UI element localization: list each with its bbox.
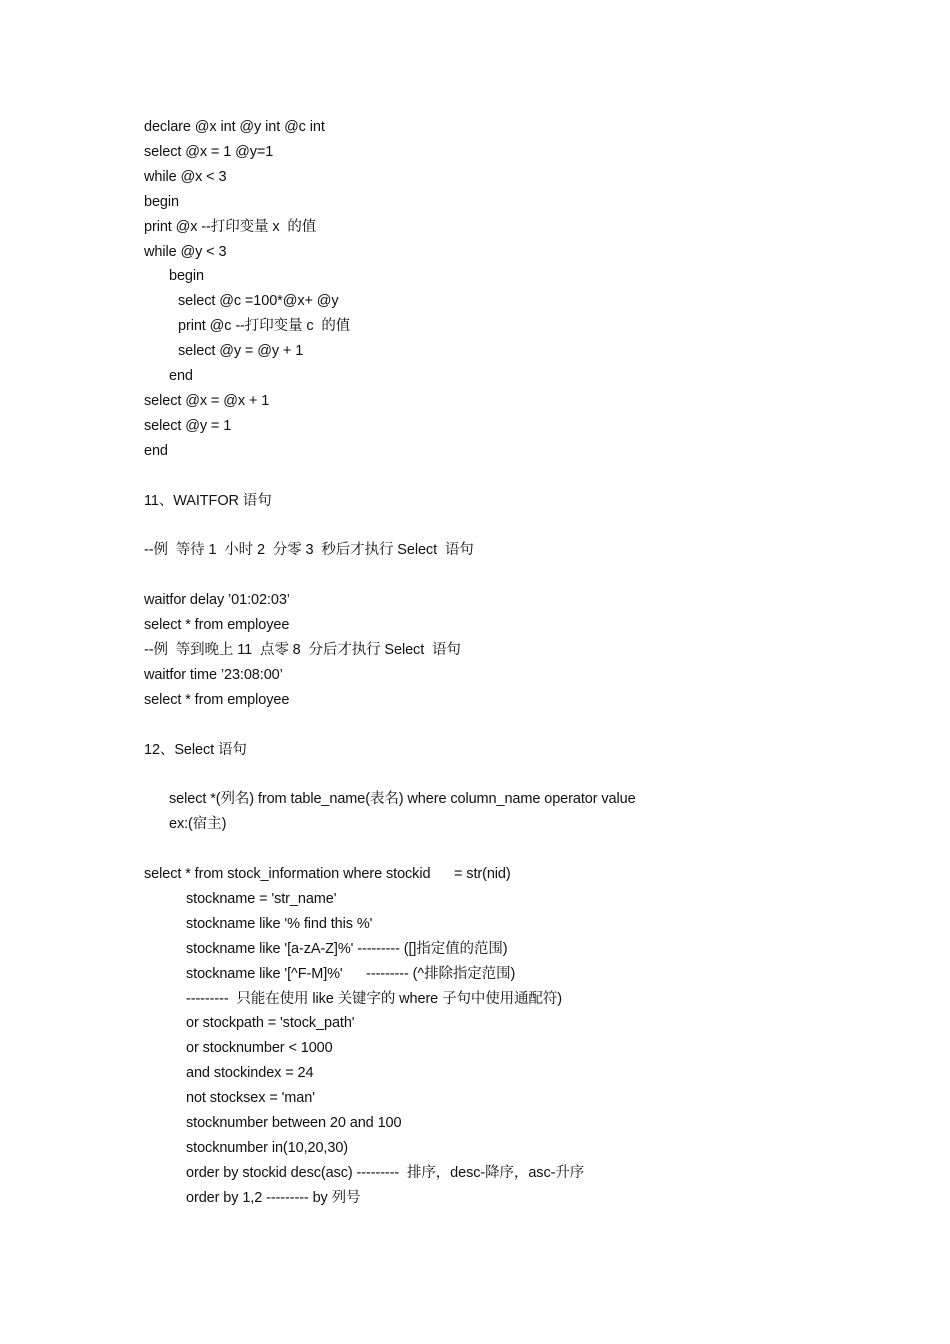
code-line: select * from stock_information where stockid = str(nid) — [144, 866, 511, 882]
code-line: 11、WAITFOR 语句 — [144, 492, 272, 509]
code-line: select @x = 1 @y=1 — [144, 143, 274, 160]
code-line: waitfor time ’23:08:00’ — [144, 666, 283, 683]
code-line: end — [144, 442, 168, 459]
code-line: select @c =100*@x+ @y — [178, 293, 339, 310]
code-line: stockname = 'str_name' — [186, 890, 337, 907]
code-line: ex:(宿主) — [169, 816, 227, 833]
code-line: end — [169, 368, 193, 384]
code-line: or stocknumber < 1000 — [186, 1040, 333, 1057]
code-line: stockname like '% find this %' — [186, 915, 373, 932]
code-line: while @x < 3 — [144, 168, 227, 185]
code-line: select * from employee — [144, 617, 290, 633]
code-line: order by 1,2 --------- by 列号 — [186, 1189, 361, 1206]
code-line: declare @x int @y int @c int — [144, 119, 325, 135]
code-line: select @x = @x + 1 — [144, 392, 270, 409]
code-line: --例 等到晚上 11 点零 8 分后才执行 Select 语句 — [144, 641, 461, 658]
code-line: stocknumber between 20 and 100 — [186, 1115, 402, 1131]
code-line: stockname like '[a-zA-Z]%' --------- ([]指定值的范围) — [186, 940, 508, 957]
code-line: or stockpath = 'stock_path' — [186, 1015, 355, 1032]
code-line: begin — [169, 268, 204, 285]
code-line: 12、Select 语句 — [144, 741, 247, 758]
code-line: stockname like '[^F-M]%' --------- (^排除指定范围) — [186, 965, 516, 982]
code-line: select @y = @y + 1 — [178, 343, 304, 360]
code-line: begin — [144, 193, 179, 210]
code-line: and stockindex = 24 — [186, 1065, 314, 1082]
code-line: while @y < 3 — [144, 243, 227, 260]
code-line: stocknumber in(10,20,30) — [186, 1139, 349, 1156]
code-line: --例 等待 1 小时 2 分零 3 秒后才执行 Select 语句 — [144, 542, 474, 559]
code-line: not stocksex = 'man' — [186, 1090, 315, 1107]
code-line: select @y = 1 — [144, 417, 232, 434]
code-line: select * from employee — [144, 691, 290, 708]
code-line: --------- 只能在使用 like 关键字的 where 子句中使用通配符) — [186, 990, 563, 1007]
code-line: order by stockid desc(asc) --------- 排序，desc-降序，asc-升序 — [186, 1164, 585, 1181]
code-line: waitfor delay ’01:02:03’ — [144, 592, 290, 609]
code-line: print @c --打印变量 c 的值 — [178, 318, 351, 335]
code-line: print @x --打印变量 x 的值 — [144, 218, 317, 235]
code-line: select *(列名) from table_name(表名) where column_name operator value — [169, 791, 636, 808]
